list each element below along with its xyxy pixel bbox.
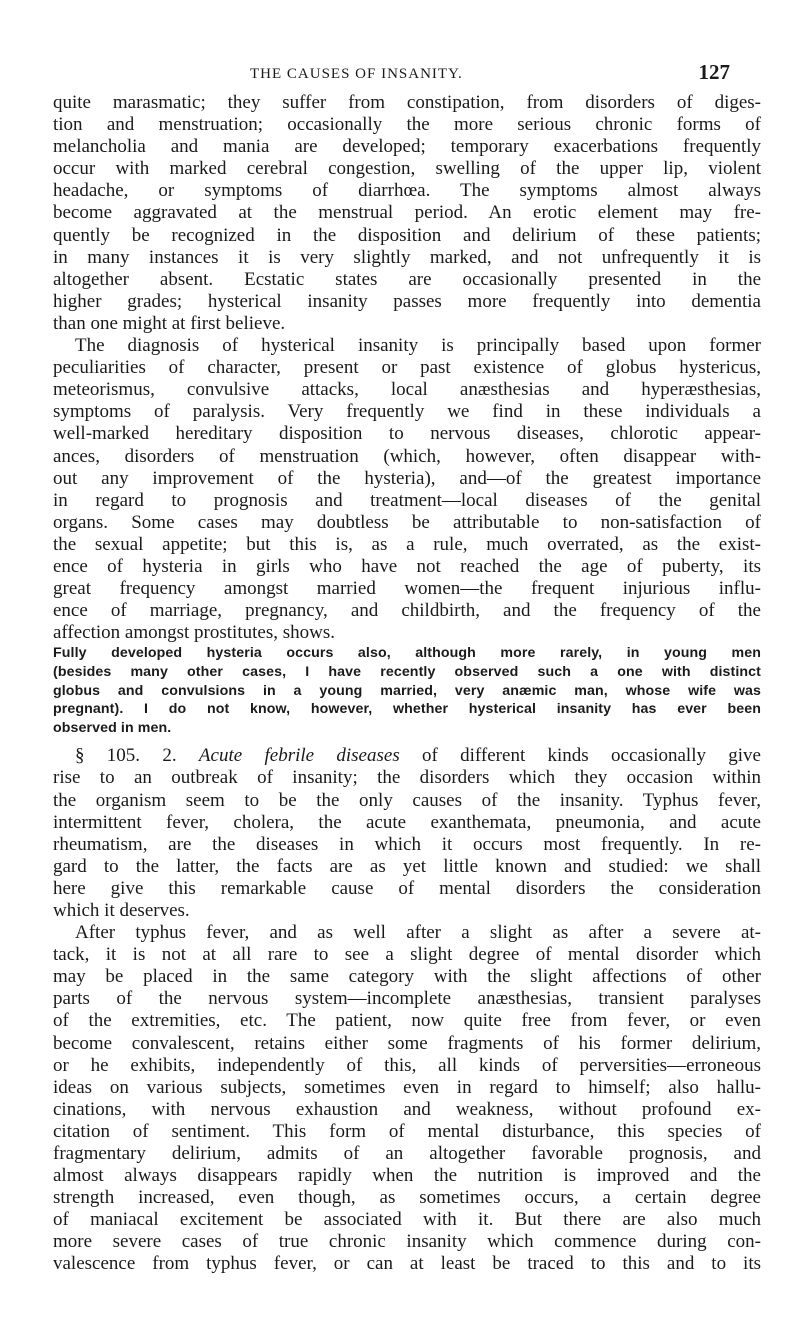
text-line: After typhus fever, and as well after a slight as after a severe at-: [75, 922, 761, 944]
text-line: become aggravated at the menstrual period. An erotic element may fre-: [53, 202, 761, 224]
text-line: become convalescent, retains either some fragments of his former delirium,: [53, 1032, 761, 1054]
text-line: ence of hysteria in girls who have not reached the age of puberty, its: [53, 555, 761, 577]
section-105-heading: Acute febrile diseases: [198, 745, 400, 767]
text-line: here give this remarkable cause of mental disorders the consideration: [53, 877, 761, 899]
text-line: headache, or symptoms of diarrhœa. The symptoms almost always: [53, 180, 761, 202]
text-line: which it deserves.: [53, 899, 190, 921]
text-line: parts of the nervous system—incomplete anæsthesias, transient paralyses: [53, 988, 761, 1010]
text-line: organs. Some cases may doubtless be attributable to non-satisfaction of: [53, 511, 761, 533]
text-line: meteorismus, convulsive attacks, local anæsthesias and hyperæsthesias,: [53, 379, 761, 401]
running-head: [250, 60, 730, 90]
text-line: ances, disorders of menstruation (which, however, often disappear with-: [53, 445, 761, 467]
note-line: pregnant). I do not know, however, whether hysterical insanity has ever been: [53, 701, 761, 718]
text-line: melancholia and mania are developed; temporary exacerbations frequently: [53, 136, 761, 158]
text-line: The diagnosis of hysterical insanity is principally based upon former: [75, 335, 761, 357]
note-line: observed in men.: [53, 719, 172, 736]
text-line: or he exhibits, independently of this, all kinds of perversities—erroneous: [53, 1054, 761, 1076]
text-line: strength increased, even though, as sometimes occurs, a certain degree: [53, 1187, 761, 1209]
text-line: intermittent fever, cholera, the acute exanthemata, pneumonia, and acute: [53, 811, 761, 833]
text-line: almost always disappears rapidly when the nutrition is improved and the: [53, 1165, 761, 1187]
text-line: may be placed in the same category with the slight affections of other: [53, 966, 761, 988]
text-line: cinations, with nervous exhaustion and weakness, without profound ex-: [53, 1098, 761, 1120]
text-line: peculiarities of character, present or past existence of globus hystericus,: [53, 357, 761, 379]
text-line: higher grades; hysterical insanity passes more frequently into dementia: [53, 290, 761, 312]
text-line: more severe cases of true chronic insanity which commence during con-: [53, 1231, 761, 1253]
note-line: (besides many other cases, I have recently observed such a one with distinct: [53, 663, 761, 680]
text-line: than one might at first believe.: [53, 312, 286, 334]
text-line: valescence from typhus fever, or can at least be traced to this and to its: [53, 1253, 761, 1275]
body-text: [53, 92, 761, 1276]
text-line: altogether absent. Ecstatic states are occasionally presented in the: [53, 268, 761, 290]
text-line: rheumatism, are the diseases in which it occurs most frequently. In re-: [53, 833, 761, 855]
text-line: tack, it is not at all rare to see a slight degree of mental disorder which: [53, 944, 761, 966]
text-line: ence of marriage, pregnancy, and childbirth, and the frequency of the: [53, 600, 761, 622]
text-line: of the extremities, etc. The patient, now quite free from fever, or even: [53, 1010, 761, 1032]
text-line: the organism seem to be the only causes of the insanity. Typhus fever,: [53, 789, 761, 811]
text-line: rise to an outbreak of insanity; the disorders which they occasion within: [53, 767, 761, 789]
text-line: in many instances it is very slightly marked, and not unfrequently it is: [53, 246, 761, 268]
text-line: occur with marked cerebral congestion, swelling of the upper lip, violent: [53, 158, 761, 180]
text-line: fragmentary delirium, admits of an altogether favorable prognosis, and: [53, 1143, 761, 1164]
text-line: gard to the latter, the facts are as yet little known and studied: we shall: [53, 855, 761, 877]
page-number: 127: [698, 60, 730, 84]
text-line: well-marked hereditary disposition to nervous diseases, chlorotic appear-: [53, 423, 761, 445]
section-105-line: § 105. 2. Acute febrile diseases of different kinds occasionally give: [75, 745, 761, 767]
text-line: citation of sentiment. This form of mental disturbance, this species of: [53, 1120, 761, 1142]
text-line: quite marasmatic; they suffer from constipation, from disorders of diges-: [53, 92, 761, 113]
text-line: quently be recognized in the disposition and delirium of these patients;: [53, 224, 761, 246]
running-title: THE CAUSES OF INSANITY.: [250, 66, 463, 82]
text-line: ideas on various subjects, sometimes even in regard to himself; also hallu-: [53, 1076, 761, 1098]
text-line: in regard to prognosis and treatment—local diseases of the genital: [53, 489, 761, 511]
note-spacer: [53, 737, 761, 745]
note-line: Fully developed hysteria occurs also, although more rarely, in young men: [53, 645, 761, 662]
text-line: great frequency amongst married women—the frequent injurious influ-: [53, 578, 761, 600]
text-line: out any improvement of the hysteria), and—of the greatest importance: [53, 467, 761, 489]
note-line: globus and convulsions in a young married, very anæmic man, whose wife was: [53, 682, 761, 699]
text-line: symptoms of paralysis. Very frequently we find in these individuals a: [53, 401, 761, 423]
text-line: of maniacal excitement be associated with it. But there are also much: [53, 1209, 761, 1231]
text-line: affection amongst prostitutes, shows.: [53, 622, 335, 644]
text-line: the sexual appetite; but this is, as a rule, much overrated, as the exist-: [53, 533, 761, 555]
text-line: tion and menstruation; occasionally the more serious chronic forms of: [53, 114, 761, 136]
